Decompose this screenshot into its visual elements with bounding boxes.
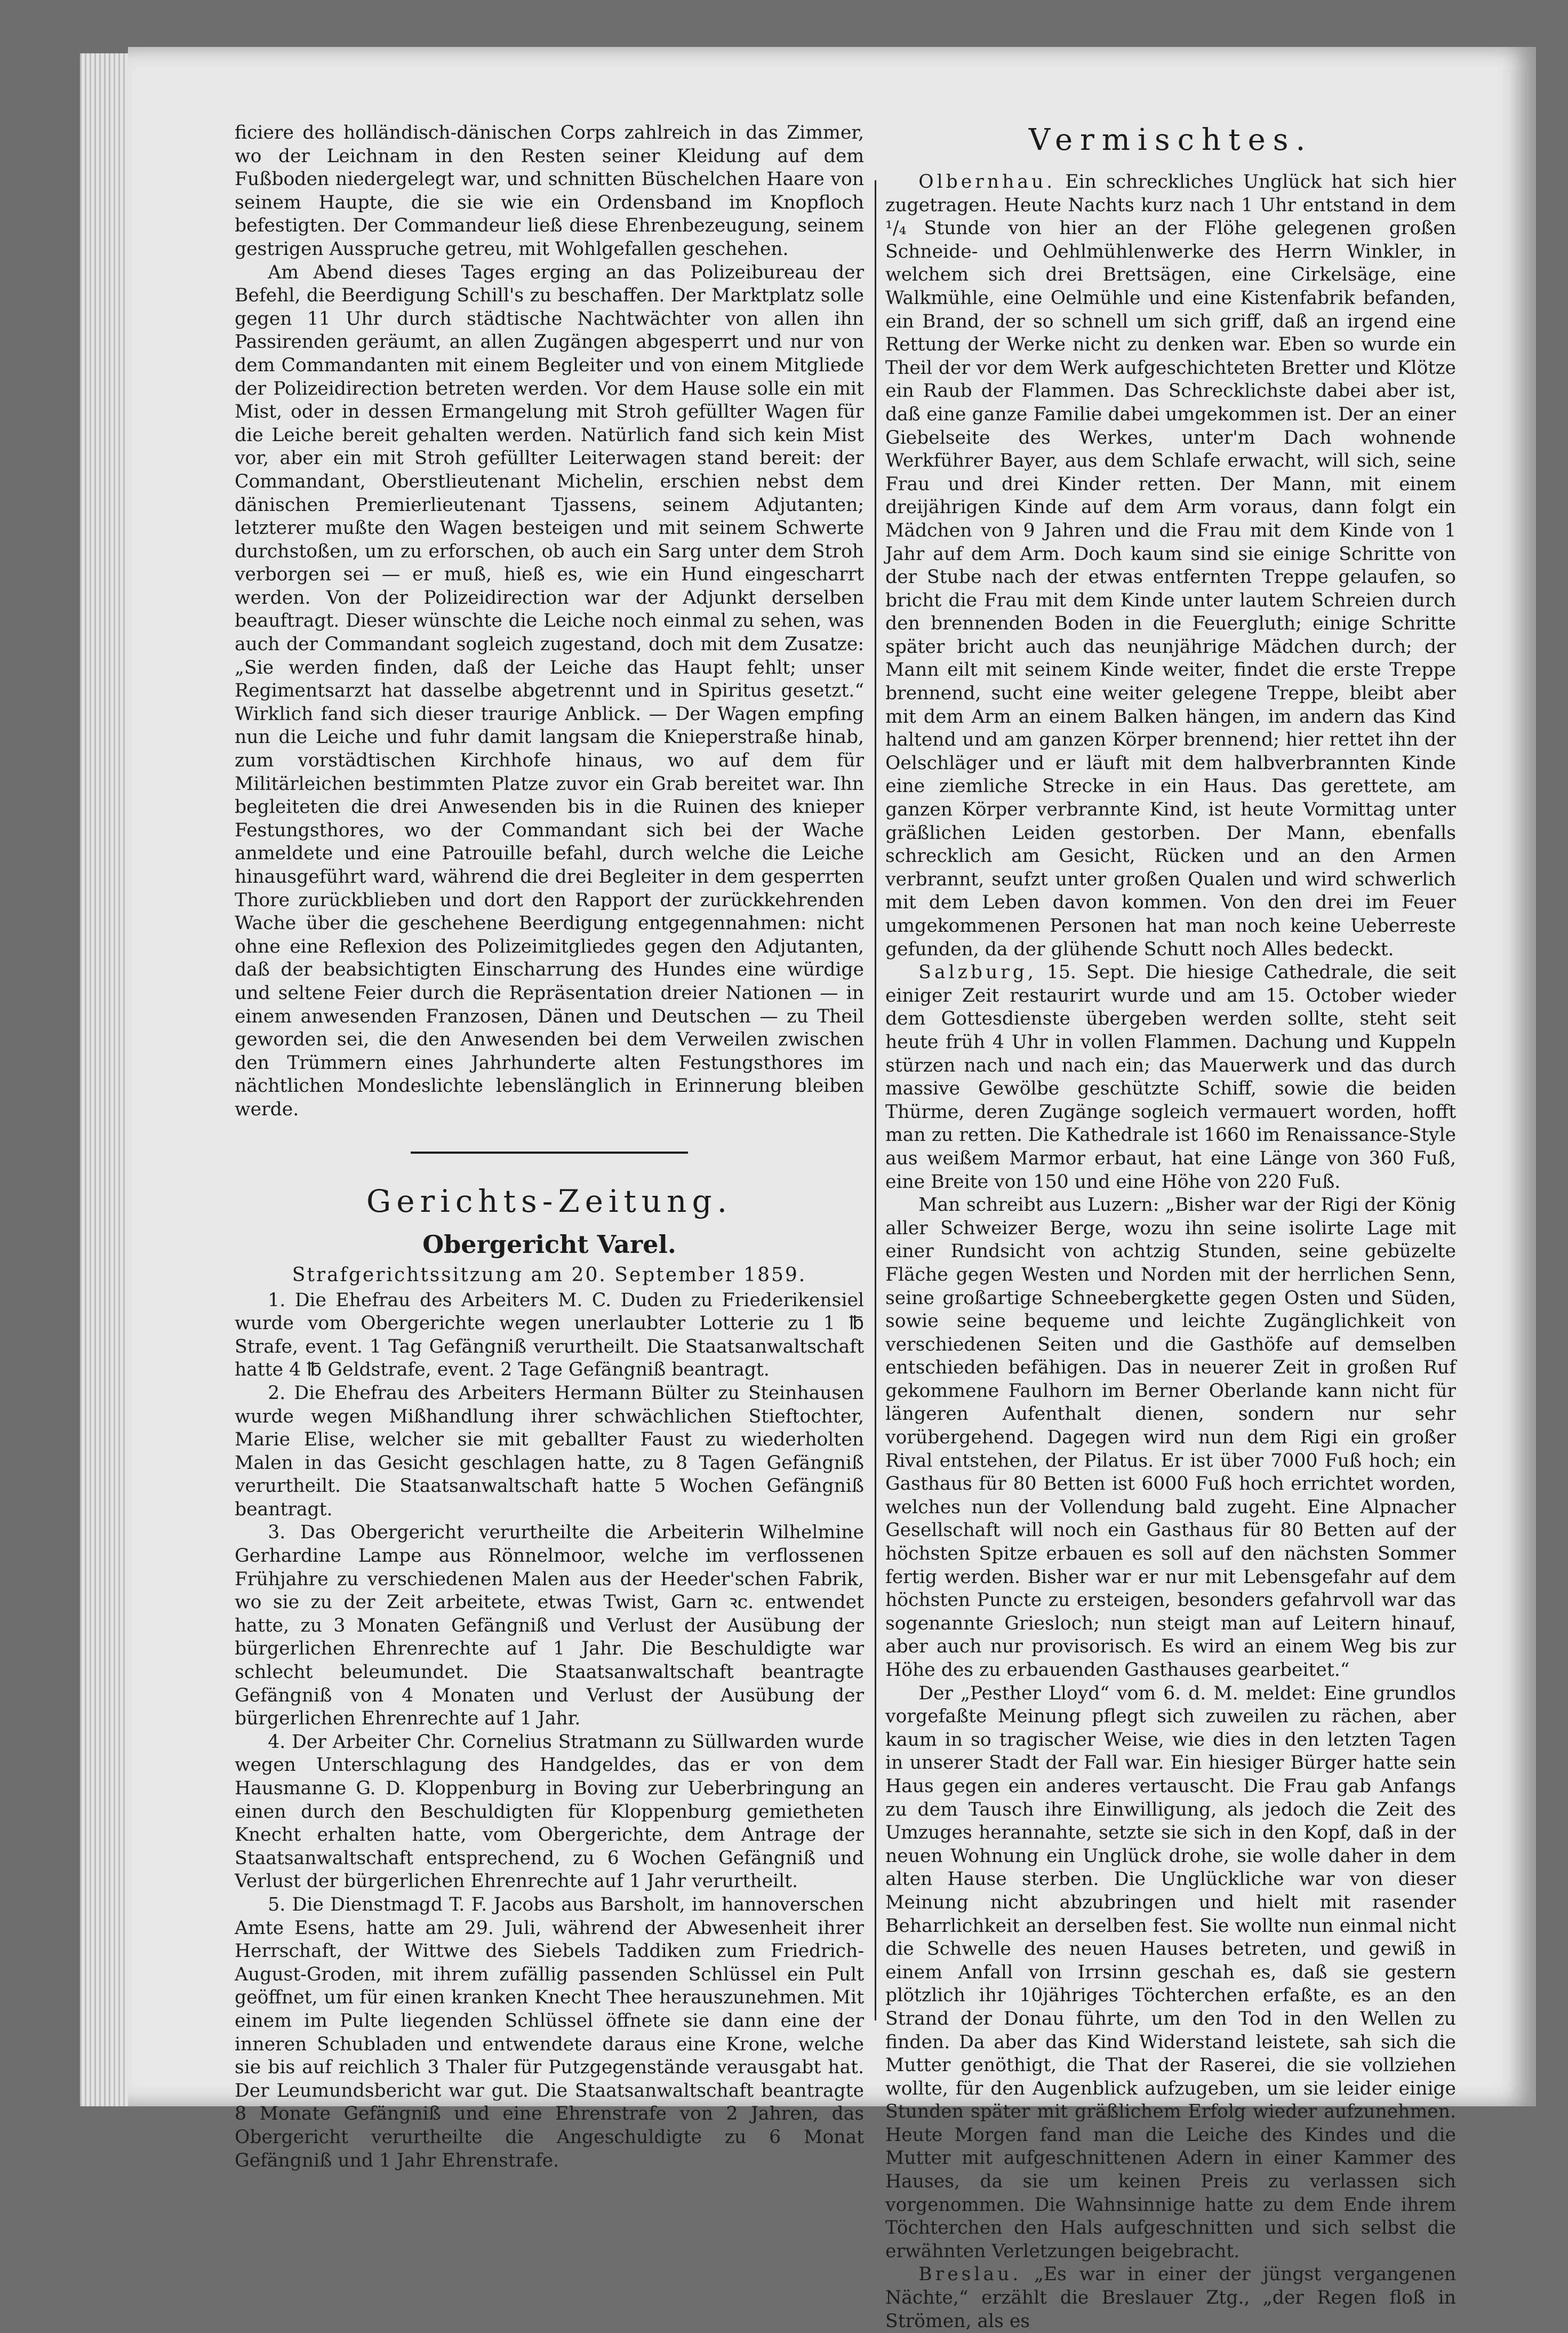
news-item [885,1194,1456,1682]
news-place: Olbernhau. [918,171,1056,193]
article-paragraph: Am Abend dieses Tages erging an das Polizeibureau der Befehl, die Beerdigung Schill's zu beschaffen. Der Marktplatz solle gegen 11 Uhr durch städtische Nachtwächter von allen ihn Passirenden geräumt, an allen Zugängen abgesperrt und nur von dem Commandanten mit einem Begleiter und von einem Mitgliede der Polizeidirection betreten werden. Vor dem Hause solle ein mit Mist, oder in dessen Ermangelung mit Stroh gefüllter Wagen für die Leiche bereit gehalten werden. Natürlich fand sich kein Mist vor, aber ein mit Stroh gefüllter Leiterwagen stand bereit: der Commandant, Oberstlieutenant Michelin, erschien nebst dem dänischen Premierlieutenant Tjassens, seinem Adjutanten; letzterer mußte den Wagen besteigen und mit seinem Schwerte durchstoßen, um zu erforschen, ob auch ein Sarg unter dem Stroh verborgen sei — er muß, hieß es, wie ein Hund eingescharrt werden. Von der Polizeidirection war der Adjunkt derselben beauftragt. Dieser wünschte die Leiche noch einmal zu sehen, was auch der Commandant sogleich zugestand, doch mit dem Zusatze: „Sie werden finden, daß der Leiche das Haupt fehlt; unser Regimentsarzt hat dasselbe abgetrennt und in Spiritus gesetzt.“ Wirklich fand sich dieser traurige Anblick. — Der Wagen empfing nun die Leiche und fuhr damit langsam die Knieperstraße hinab, zum vorstädtischen Kirchhofe hinaus, wo auf dem für Militärleichen bestimmten Platze zuvor ein Grab bereitet war. Ihn begleiteten die drei Anwesenden bis in die Ruinen des knieper Festungsthores, wo der Commandant sich bei der Wache anmeldete und eine Patrouille befahl, durch welche die Leiche hinausgeführt ward, während die drei Begleiter in dem gesperrten Thore zurückblieben und dort den Rapport der zurückkehrenden Wache über die geschehene Beerdigung entgegennahmen: nicht ohne eine Reflexion des Polizeimitgliedes gegen den Adjutanten, daß der beabsichtigten Einscharrung des Hundes eine würdige und seltene Feier durch die Repräsentation dreier Nationen — in einem anwesenden Franzosen, Dänen und Deutschen — zu Theil geworden sei, die den Anwesenden bei dem Verweilen zwischen den Trümmern eines Jahrhunderte alten Festungsthores im nächtlichen Mondeslichte lebenslänglich in Erinnerung bleiben werde. [235,261,864,1120]
section-title-court: Gerichts-Zeitung. [366,1183,733,1219]
court-item: 2. Die Ehefrau des Arbeiters Hermann Bülter zu Steinhausen wurde wegen Mißhandlung ihrer schwächlichen Stieftochter, Marie Elise, welcher sie mit geballter Faust zu wiederholten Malen in das Gesicht geschlagen hatte, zu 8 Tagen Gefängniß verurtheilt. Die Staatsanwaltschaft hatte 5 Wochen Gefängniß beantragt. [235,1382,864,1520]
section-title-miscellany: Vermischtes. [1028,123,1313,157]
news-text: Ein schreckliches Unglück hat sich hier zugetragen. Heute Nachts kurz nach 1 Uhr entstand in dem ¹/₄ Stunde von hier an der Flöhe gelegenen großen Schneide- und Oehlmühlenwerke des Herrn Winkler, in welchem sich drei Brettsägen, eine Cirkelsäge, eine Walkmühle, eine Oelmühle und eine Kistenfabrik befanden, ein Brand, der so schnell um sich griff, daß an irgend eine Rettung der Werke nicht zu denken war. Eben so wurde ein Theil der vor dem Werk aufgeschichteten Bretter und Klötze ein Raub der Flammen. Das Schrecklichste dabei aber ist, daß eine ganze Familie dabei umgekommen ist. Der an einer Giebelseite des Werkes, unter'm Dach wohnende Werkführer Bayer, aus dem Schlafe erwacht, will sich, seine Frau und drei Kinder retten. Der Mann, mit einem dreijährigen Kinde auf dem Arm voraus, dann folgt ein Mädchen von 9 Jahren und die Frau mit dem Kinde von 1 Jahr auf dem Arm. Doch kaum sind sie einige Schritte von der Stube nach der etwas entfernten Treppe gelaufen, so bricht die Frau mit dem Kinde unter lautem Schreien durch den brennenden Boden in die Feuergluth; einige Schritte später bricht auch das neunjährige Mädchen durch; der Mann eilt mit seinem Kinde weiter, findet die erste Treppe brennend, sucht eine weiter gelegene Treppe, bleibt aber mit dem Arm an einem Balken hängen, im andern das Kind haltend und am ganzen Körper brennend; hier rettet ihn der Oelschläger und er läuft mit dem halbverbrannten Kinde eine ziemliche Strecke in ein Haus. Das gerettete, am ganzen Körper verbrannte Kind, ist heute Vormittag unter gräßlichen Leiden gestorben. Der Mann, ebenfalls schrecklich am Gesicht, Rücken und an den Armen verbrannt, seufzt unter großen Qualen und wird schwerlich mit dem Leben davon kommen. Von den drei im Feuer umgekommenen Personen hat man noch keine Ueberreste gefunden, da der glühende Schutt noch Alles bedeckt. [885,171,1456,960]
news-place: Salzburg, [918,962,1037,984]
court-item: 5. Die Dienstmagd T. F. Jacobs aus Barsholt, im hannoverschen Amte Esens, hatte am 29. Juli, während der Abwesenheit ihrer Herrschaft, der Wittwe des Siebels Taddiken zum Friedrich-August-Groden, mit ihrem zufällig passenden Schlüssel ein Pult geöffnet, um für einen kranken Knecht Thee herauszunehmen. Mit einem im Pulte liegenden Schlüssel öffnete sie dann eine der inneren Schubladen und entwendete daraus eine Krone, welche sie bis auf reichlich 3 Thaler für Putzgegenstände verausgabt hat. Der Leumundsbericht war gut. Die Staatsanwaltschaft beantragte 8 Monate Gefängniß und eine Ehrenstrafe von 2 Jahren, das Obergericht verurtheilte die Angeschuldigte zu 6 Monat Gefängniß und 1 Jahr Ehrenstrafe. [235,1893,864,2171]
column-rule [875,180,876,2020]
news-text: Man schreibt aus Luzern: „Bisher war der Rigi der König aller Schweizer Berge, wozu ihn seine isolirte Lage mit einer Rundsicht von achtzig Stunden, seine gebüzelte Fläche gegen Westen und Norden mit der herrlichen Senn, seine großartige Schneebergkette gegen Osten und Süden, sowie seine bequeme und leichte Zugänglichkeit von verschiedenen Seiten und die Gasthöfe auf demselben entschieden befähigen. Das in neuerer Zeit in großen Ruf gekommene Faulhorn im Berner Oberlande kann nicht für längeren Aufenthalt dienen, sondern nur sehr vorübergehend. Dagegen wird nun dem Rigi ein großer Rival entstehen, der Pilatus. Er ist über 7000 Fuß hoch; ein Gasthaus für 80 Betten ist 6000 Fuß hoch errichtet worden, welches nun der Vollendung bald zugeht. Eine Alpnacher Gesellschaft will noch ein Gasthaus für 80 Betten auf der höchsten Spitze erbauen es soll auf den nächsten Sommer fertig werden. Bisher war er nur mit Lebensgefahr auf dem höchsten Puncte zu ersteigen, besonders gefahrvoll war das sogenannte Griesloch; nun steigt man auf Leitern hinauf, aber auch nur provisorisch. Es wird an einem Weg bis zur Höhe des zu erbauenden Gasthauses gearbeitet.“ [885,1194,1456,1681]
right-column [885,122,1456,2333]
article-paragraph: ficiere des holländisch-dänischen Corps zahlreich in das Zimmer, wo der Leichnam in den Resten seiner Kleidung auf dem Fußboden niedergelegt war, und schnitten Büschelchen Haare von seinem Haupte, die sie wie ein Ordensband im Knopfloch befestigten. Der Commandeur ließ diese Ehrenbezeugung, seinem gestrigen Ausspruche getreu, mit Wohlgefallen geschehen. [235,122,864,260]
news-text: 15. Sept. Die hiesige Cathedrale, die seit einiger Zeit restaurirt wurde und am 15. October wieder dem Gottesdienste übergeben werden sollte, steht seit heute früh 4 Uhr in vollen Flammen. Dachung und Kuppeln stürzen nach und nach ein; das Mauerwerk und das durch massive Gewölbe geschützte Schiff, sowie die beiden Thürme, deren Zugänge sogleich vermauert worden, hofft man zu retten. Die Kathedrale ist 1660 im Renaissance-Style aus weißem Marmor erbaut, hat eine Länge von 360 Fuß, eine Breite von 150 und eine Höhe von 220 Fuß. [885,962,1456,1193]
subsection-title: Obergericht Varel. [422,1229,676,1259]
news-item [885,1682,1456,2264]
news-item [885,171,1456,961]
news-item [885,961,1456,1194]
section-divider [411,1152,688,1154]
news-text: „Es war in einer der jüngst vergangenen Nächte,“ erzählt die Breslauer Ztg., „der Regen floß in Strömen, als es [885,2264,1456,2332]
news-text: Der „Pesther Lloyd“ vom 6. d. M. meldet: Eine grundlos vorgefaßte Meinung pflegt sich zuweilen zu rächen, aber kaum in so tragischer Weise, wie dies in den letzten Tagen in unserer Stadt der Fall war. Ein hiesiger Bürger hatte sein Haus gegen ein anderes vertauscht. Die Frau gab Anfangs zu dem Tausch ihre Einwilligung, als jedoch die Zeit des Umzuges herannahte, setzte sie sich in den Kopf, daß in der neuen Wohnung ein Unglück drohe, sie wolle daher in dem alten Hause sterben. Die Unglückliche war von dieser Meinung nicht abzubringen und hielt mit rasender Beharrlichkeit an derselben fest. Sie wollte nun einmal nicht die Schwelle des neuen Hauses betreten, und gewiß in einem Anfall von Irrsinn geschah es, daß sie gestern plötzlich ihr 10jähriges Töchterchen erfaßte, es an den Strand der Donau führte, um den Tod in den Wellen zu finden. Da aber das Kind Widerstand leistete, sah sich die Mutter genöthigt, die That der Raserei, die sie vollziehen wollte, für den Augenblick aufzugeben, um sie leider einige Stunden später mit gräßlichem Erfolg wieder aufzunehmen. Heute Morgen fand man die Leiche des Kindes und die Mutter mit aufgeschnittenen Adern in einer Kammer des Hauses, da sie um keinen Preis zu verlassen sich vorgenommen. Die Wahnsinnige hatte zu dem Ende ihrem Töchterchen den Hals aufgeschnitten und sich selbst die erwähnten Verletzungen beigebracht. [885,1682,1456,2262]
news-place: Breslau. [918,2264,1022,2286]
session-line: Strafgerichtssitzung am 20. September 1859. [292,1264,807,1286]
court-item: 1. Die Ehefrau des Arbeiters M. C. Duden zu Friederikensiel wurde vom Obergerichte wegen unerlaubter Lotterie zu 1 ℔ Strafe, event. 1 Tag Gefängniß verurtheilt. Die Staatsanwaltschaft hatte 4 ℔ Geldstrafe, event. 2 Tage Gefängniß beantragt. [235,1289,864,1381]
newspaper-page [128,47,1536,2332]
court-item: 3. Das Obergericht verurtheilte die Arbeiterin Wilhelmine Gerhardine Lampe aus Rönnelmoor, welche im verflossenen Frühjahre zu verschiedenen Malen aus der Heeder'schen Fabrik, wo sie zu der Zeit arbeitete, etwas Twist, Garn ꝛc. entwendet hatte, zu 3 Monaten Gefängniß und Verlust der Ausübung der bürgerlichen Ehrenrechte auf 1 Jahr. Die Beschuldigte war schlecht beleumundet. Die Staatsanwaltschaft beantragte Gefängniß von 4 Monaten und Verlust der Ausübung der bürgerlichen Ehrenrechte auf 1 Jahr. [235,1522,864,1730]
left-column [235,122,864,2172]
court-item: 4. Der Arbeiter Chr. Cornelius Stratmann zu Süllwarden wurde wegen Unterschlagung des Handgeldes, das er von dem Hausmanne G. D. Kloppenburg in Boving zur Ueberbringung an einen durch den Beschuldigten für Kloppenburg gemietheten Knecht erhalten hatte, vom Obergerichte, dem Antrage der Staatsanwaltschaft entsprechend, zu 6 Wochen Gefängniß und Verlust der bürgerlichen Ehrenrechte auf 1 Jahr verurtheilt. [235,1731,864,1892]
news-item [885,2263,1456,2333]
